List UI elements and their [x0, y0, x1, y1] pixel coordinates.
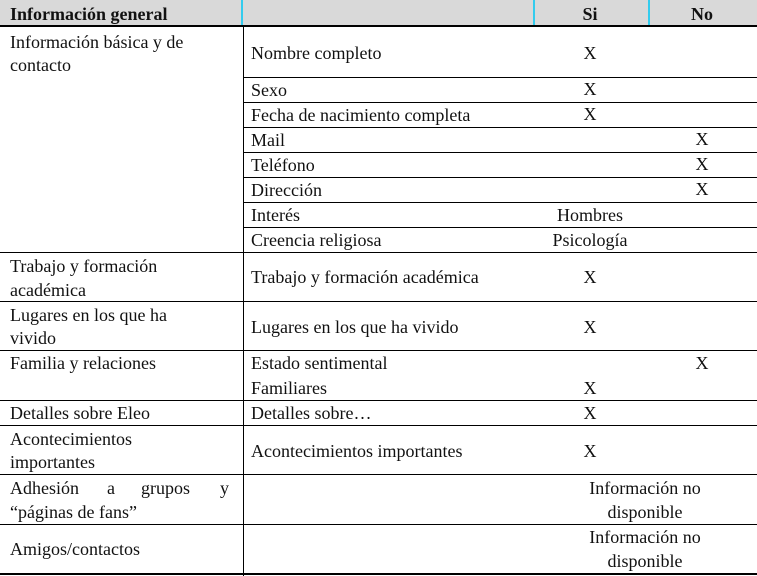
divider [243, 77, 757, 78]
mark-no: X [695, 154, 709, 174]
divider [0, 425, 757, 426]
divider [243, 127, 757, 128]
mark-si: X [583, 79, 597, 99]
item-direccion: Dirección [251, 180, 322, 200]
mark-si: X [583, 267, 597, 287]
category-trabajo-line2: académica [10, 280, 86, 300]
mark-si: X [583, 104, 597, 124]
header-divider [241, 0, 243, 26]
category-familia: Familia y relaciones [10, 353, 156, 373]
header-info-general: Información general [10, 4, 168, 24]
item-acontecimientos: Acontecimientos importantes [251, 441, 463, 461]
category-adhesion-line2: “páginas de fans” [10, 502, 137, 522]
mark-si: X [583, 43, 597, 63]
item-nombre: Nombre completo [251, 43, 382, 63]
value-interes: Hombres [557, 205, 623, 225]
header-no: No [691, 4, 713, 24]
category-adhesion-word: a [107, 478, 115, 498]
divider [0, 474, 757, 475]
value-creencia: Psicología [552, 230, 628, 250]
category-lugares-line2: vivido [10, 328, 57, 348]
item-sexo: Sexo [251, 80, 287, 100]
item-detalles: Detalles sobre… [251, 403, 372, 423]
mark-no: X [695, 179, 709, 199]
header-divider [648, 0, 650, 26]
category-adhesion-word: grupos [141, 478, 190, 498]
divider [243, 202, 757, 203]
mark-si: X [583, 403, 597, 423]
item-mail: Mail [251, 130, 285, 150]
category-basica-line2: contacto [10, 55, 71, 75]
header-si: Si [582, 4, 598, 24]
category-adhesion-word: Adhesión [10, 478, 79, 498]
divider [0, 25, 757, 27]
category-lugares-line1: Lugares en los que ha [10, 305, 167, 325]
category-trabajo-line1: Trabajo y formación [10, 256, 158, 276]
item-fecha: Fecha de nacimiento completa [251, 105, 471, 125]
item-familiares: Familiares [251, 378, 327, 398]
mark-si: X [583, 317, 597, 337]
mark-no: X [695, 353, 709, 373]
value-amigos-line1: Información no [589, 527, 701, 547]
category-adhesion-word: y [220, 478, 229, 498]
divider [0, 573, 757, 575]
mark-no: X [695, 129, 709, 149]
value-adhesion-line1: Información no [589, 478, 701, 498]
item-interes: Interés [251, 205, 300, 225]
value-adhesion-line2: disponible [607, 502, 683, 522]
category-detalles: Detalles sobre Eleo [10, 403, 150, 423]
category-basica-line1: Información básica y de [10, 32, 184, 52]
item-telefono: Teléfono [251, 155, 315, 175]
divider [0, 252, 757, 253]
value-amigos-line2: disponible [607, 551, 683, 571]
mark-si: X [583, 378, 597, 398]
item-lugares: Lugares en los que ha vivido [251, 317, 459, 337]
item-estado-sentimental: Estado sentimental [251, 353, 388, 373]
item-creencia: Creencia religiosa [251, 230, 382, 250]
item-trabajo: Trabajo y formación académica [251, 267, 479, 287]
category-acontecimientos-line1: Acontecimientos [10, 429, 132, 449]
header-divider [533, 0, 535, 26]
category-acontecimientos-line2: importantes [10, 452, 95, 472]
category-amigos: Amigos/contactos [10, 539, 140, 559]
divider [243, 152, 757, 153]
divider [0, 301, 757, 302]
mark-si: X [583, 441, 597, 461]
